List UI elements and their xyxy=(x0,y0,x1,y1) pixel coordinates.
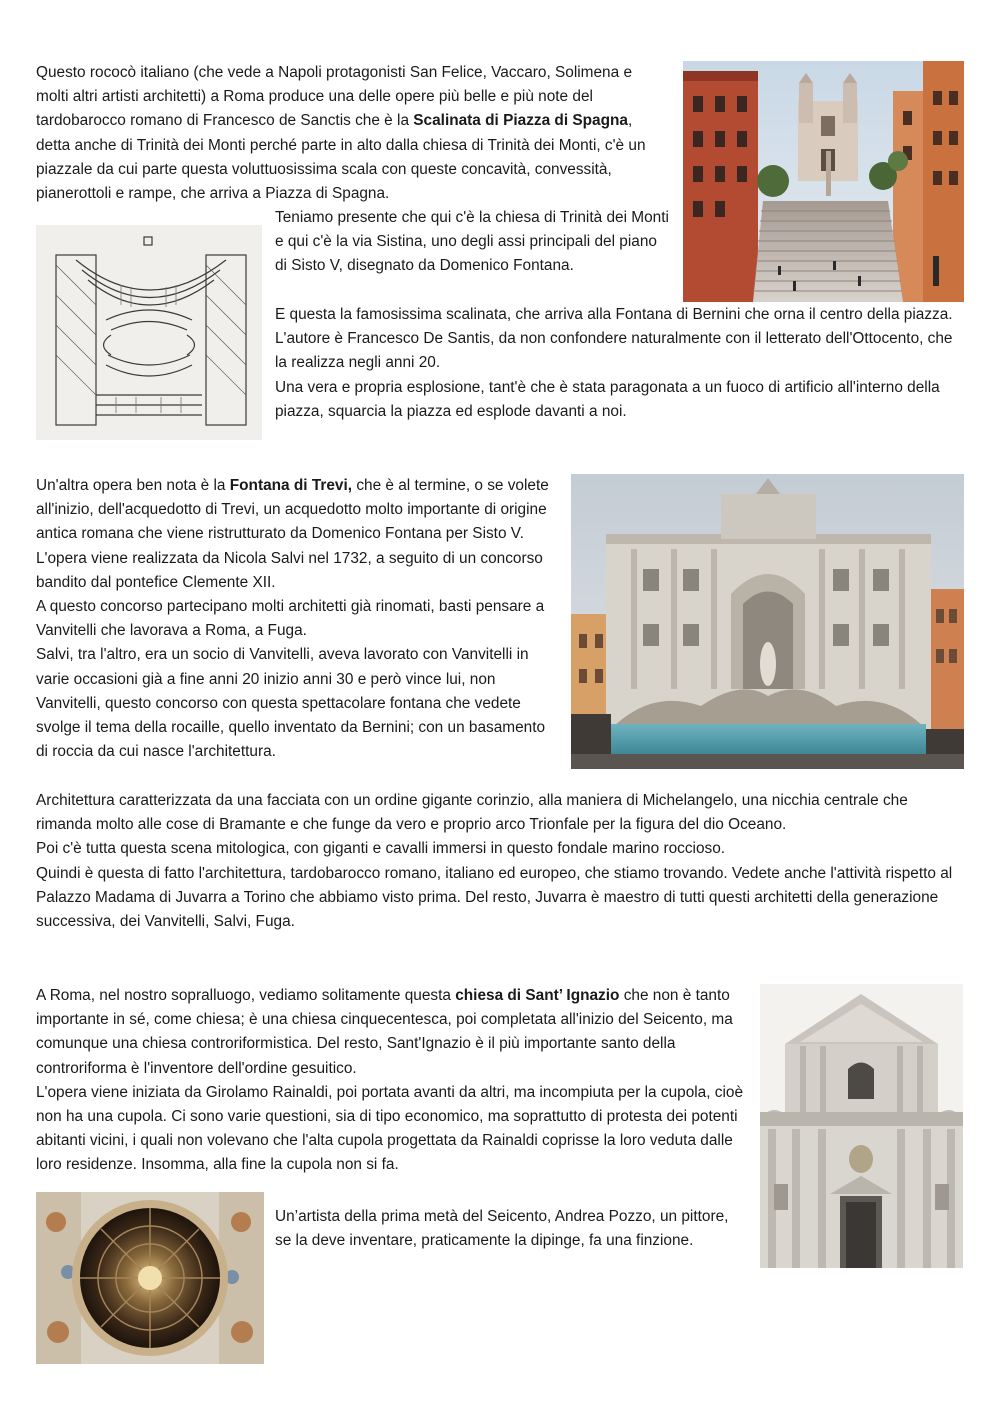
trevi-paragraph-1 xyxy=(36,474,551,547)
scalinata-photo xyxy=(683,61,964,302)
trevi-title-bold: Fontana di Trevi, xyxy=(229,477,353,494)
spagna-intro-text: Questo rococò italiano (che vede a Napoli protagonisti San Felice, Vaccaro, Solimena e molti altri artisti architetti) a Roma produce una delle opere più belle e più note del tardobarocco romano di Francesco de Sanctis che è la xyxy=(36,64,633,130)
trevi-bottom-paragraphs xyxy=(36,789,966,934)
spagna-title-bold: Scalinata di Piazza di Spagna xyxy=(413,112,628,130)
spagna-paragraph-3: E questa la famosissima scalinata, che arriva alla Fontana di Bernini che orna il centro della piazza. xyxy=(275,306,953,323)
scalinata-plan-drawing xyxy=(36,225,262,440)
ignazio-paragraph-1 xyxy=(36,984,751,1081)
trevi-top-paragraphs xyxy=(36,474,551,764)
trevi-paragraph-3: A questo concorso partecipano molti architetti già rinomati, basti pensare a Vanvitelli che lavorava a Roma, a Fuga. xyxy=(36,598,545,640)
spagna-paragraph-2: Teniamo presente che qui c'è la chiesa di Trinità dei Monti e qui c'è la via Sistina, uno degli assi principali del piano di Sisto V, disegnato da Domenico Fontana. xyxy=(275,209,669,275)
trevi-intro-text-end: che è al termine, o se volete all'inizio, dell'acquedotto di Trevi, un acquedotto molto importante di origine antica romana che viene ristrutturato da Domenico Fontana per Sisto V. xyxy=(36,477,549,543)
spagna-paragraph-4: L'autore è Francesco De Santis, da non confondere naturalmente con il letterato dell'Ottocento, che la realizza negli anni 20. xyxy=(275,330,953,372)
trevi-intro-text: Un'altra opera ben nota è la xyxy=(36,477,230,494)
spagna-paragraph-group xyxy=(275,303,965,424)
trevi-paragraph-5: Architettura caratterizzata da una facciata con un ordine gigante corinzio, alla maniera di Michelangelo, una nicchia centrale che rimanda molto alle cose di Bramante e che funge da vero e proprio arco Trionfale per la figura del dio Oceano. xyxy=(36,792,908,834)
spagna-intro-text-end: , detta anche di Trinità dei Monti perché parte in alto dalla chiesa di Trinità dei Monti, c'è un piazzale da cui parte questa voluttuosissima scala con queste concavità, convessità, pianerottoli e rampe, che arriva a Piazza di Spagna. xyxy=(36,112,646,203)
trevi-paragraph-2: L'opera viene realizzata da Nicola Salvi nel 1732, a seguito di un concorso bandito dal pontefice Clemente XII. xyxy=(36,549,543,591)
santignazio-facade-photo xyxy=(760,984,963,1268)
trevi-paragraph-4: Salvi, tra l'altro, era un socio di Vanvitelli, aveva lavorato con Vanvitelli in varie occasioni già a fine anni 20 inizio anni 30 e però vince lui, non Vanvitelli, questo concorso con questa spettacolare fontana che vedete svolge il tema della rocaille, quello inventato da Bernini; con un basamento di roccia da cui nasce l'architettura. xyxy=(36,646,546,761)
pozzo-ceiling-photo xyxy=(36,1192,264,1364)
ignazio-intro-text-end: che non è tanto importante in sé, come chiesa; è una chiesa cinquecentesca, poi completata all'inizio del Seicento, ma comunque una chiesa controriformistica. Del resto, Sant'Ignazio è il più importante santo della controriforma è l'inventore dell'ordine gesuitico. xyxy=(36,987,733,1077)
spagna-paragraph-5: Una vera e propria esplosione, tant'è che è stata paragonata a un fuoco di artificio all'interno della piazza, squarcia la piazza ed esplode davanti a noi. xyxy=(275,378,940,420)
trevi-photo xyxy=(571,474,964,769)
ignazio-intro-text: A Roma, nel nostro sopralluogo, vediamo solitamente questa xyxy=(36,987,456,1004)
trevi-paragraph-6: Poi c'è tutta questa scena mitologica, con giganti e cavalli immersi in questo fondale marino roccioso. xyxy=(36,840,726,858)
ignazio-paragraph-2: L'opera viene iniziata da Girolamo Rainaldi, poi portata avanti da altri, ma incompiuta per la cupola, cioè non ha una cupola. Ci sono varie questioni, sia di tipo economico, ma soprattutto di protesta dei potenti abitanti vicini, i quali non volevano che l'alta cupola progettata da Rainaldi coprisse la loro veduta dalle loro residenze. Insomma, alla fine la cupola non si fa. xyxy=(36,1083,744,1174)
ignazio-paragraph-3: Un’artista della prima metà del Seicento, Andrea Pozzo, un pittore, se la deve inventare, praticamente la dipinge, fa una finzione. xyxy=(275,1208,729,1250)
ignazio-paragraphs xyxy=(36,984,751,1178)
ignazio-title-bold: chiesa di Sant’ Ignazio xyxy=(455,987,620,1004)
spagna-intro-paragraph xyxy=(36,61,666,206)
trevi-paragraph-7: Quindi è questa di fatto l'architettura, tardobarocco romano, italiano ed europeo, che stiamo trovando. Vedete anche l'attività rispetto al Palazzo Madama di Juvarra a Torino che abbiamo visto prima. Del resto, Juvarra è maestro di tutti questi architetti della generazione successiva, dei Vanvitelli, Salvi, Fuga. xyxy=(36,864,953,931)
